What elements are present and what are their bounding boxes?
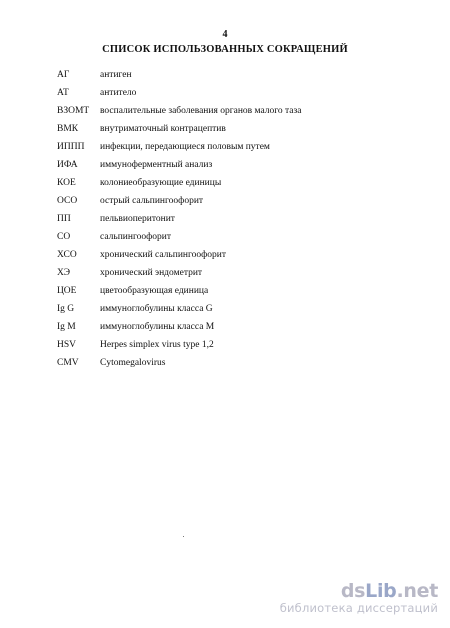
abbreviation-term: АГ: [57, 70, 70, 80]
watermark-logo-ds: ds: [340, 580, 366, 602]
abbreviation-row: [57, 138, 397, 156]
abbreviation-term: ХСО: [57, 250, 77, 260]
abbreviation-row: [57, 228, 397, 246]
watermark-logo: [280, 581, 438, 601]
watermark-logo-lib: Lib: [365, 580, 397, 602]
abbreviation-row: [57, 210, 397, 228]
abbreviation-definition: сальпингоофорит: [100, 232, 172, 242]
abbreviation-definition: иммуноглобулины класса М: [100, 322, 215, 332]
abbreviation-term: HSV: [57, 340, 77, 350]
abbreviation-term: ВЗОМТ: [57, 106, 90, 116]
abbreviation-definition: антиген: [100, 70, 132, 80]
watermark-subtitle: библиотека диссертаций: [279, 601, 438, 615]
abbreviation-definition: внутриматочный контрацептив: [100, 124, 226, 134]
abbreviation-term: Ig M: [57, 322, 76, 332]
abbreviation-definition: иммуноглобулины класса G: [100, 304, 213, 314]
abbreviation-row: [57, 354, 397, 372]
abbreviation-term: ПП: [57, 214, 71, 224]
abbreviation-term: Ig G: [57, 304, 75, 314]
abbreviation-row: [57, 336, 397, 354]
abbreviation-term: ОСО: [57, 196, 78, 206]
abbreviation-row: [57, 102, 397, 120]
stray-dot: [183, 536, 184, 537]
abbreviation-term: СО: [57, 232, 71, 242]
abbreviation-definition: колониеобразующие единицы: [100, 178, 222, 188]
abbreviation-row: [57, 282, 397, 300]
abbreviation-definition: острый сальпингоофорит: [100, 196, 204, 206]
abbreviation-list: [57, 66, 397, 372]
page-heading: СПИСОК ИСПОЛЬЗОВАННЫХ СОКРАЩЕНИЙ: [102, 44, 348, 55]
abbreviation-row: [57, 120, 397, 138]
abbreviation-definition: антитело: [100, 88, 137, 98]
abbreviation-term: ВМК: [57, 124, 79, 134]
abbreviation-row: [57, 318, 397, 336]
abbreviation-term: АТ: [57, 88, 69, 98]
abbreviation-definition: хронический эндометрит: [100, 268, 203, 278]
watermark: [280, 581, 438, 615]
abbreviation-row: [57, 174, 397, 192]
abbreviation-row: [57, 246, 397, 264]
watermark-logo-net: .net: [396, 580, 438, 602]
abbreviation-term: CMV: [57, 358, 79, 368]
abbreviation-row: [57, 156, 397, 174]
abbreviation-definition: Herpes simplex virus type 1,2: [100, 340, 214, 350]
abbreviation-term: ХЭ: [57, 268, 71, 278]
abbreviation-term: ИППП: [57, 142, 85, 152]
abbreviation-term: ИФА: [57, 160, 78, 170]
abbreviation-definition: иммуноферментный анализ: [100, 160, 213, 170]
abbreviation-definition: хронический сальпингоофорит: [100, 250, 227, 260]
abbreviation-definition: воспалительные заболевания органов малого таза: [100, 106, 302, 116]
abbreviation-row: [57, 66, 397, 84]
abbreviation-definition: Cytomegalovirus: [100, 358, 166, 368]
abbreviation-row: [57, 84, 397, 102]
abbreviation-definition: инфекции, передающиеся половым путем: [100, 142, 270, 152]
abbreviation-row: [57, 192, 397, 210]
abbreviation-row: [57, 300, 397, 318]
abbreviation-term: КОЕ: [57, 178, 76, 188]
abbreviation-definition: пельвиоперитонит: [100, 214, 175, 224]
page-number: 4: [222, 29, 228, 40]
abbreviation-term: ЦОЕ: [57, 286, 77, 296]
abbreviation-definition: цветообразующая единица: [100, 286, 209, 296]
abbreviation-row: [57, 264, 397, 282]
